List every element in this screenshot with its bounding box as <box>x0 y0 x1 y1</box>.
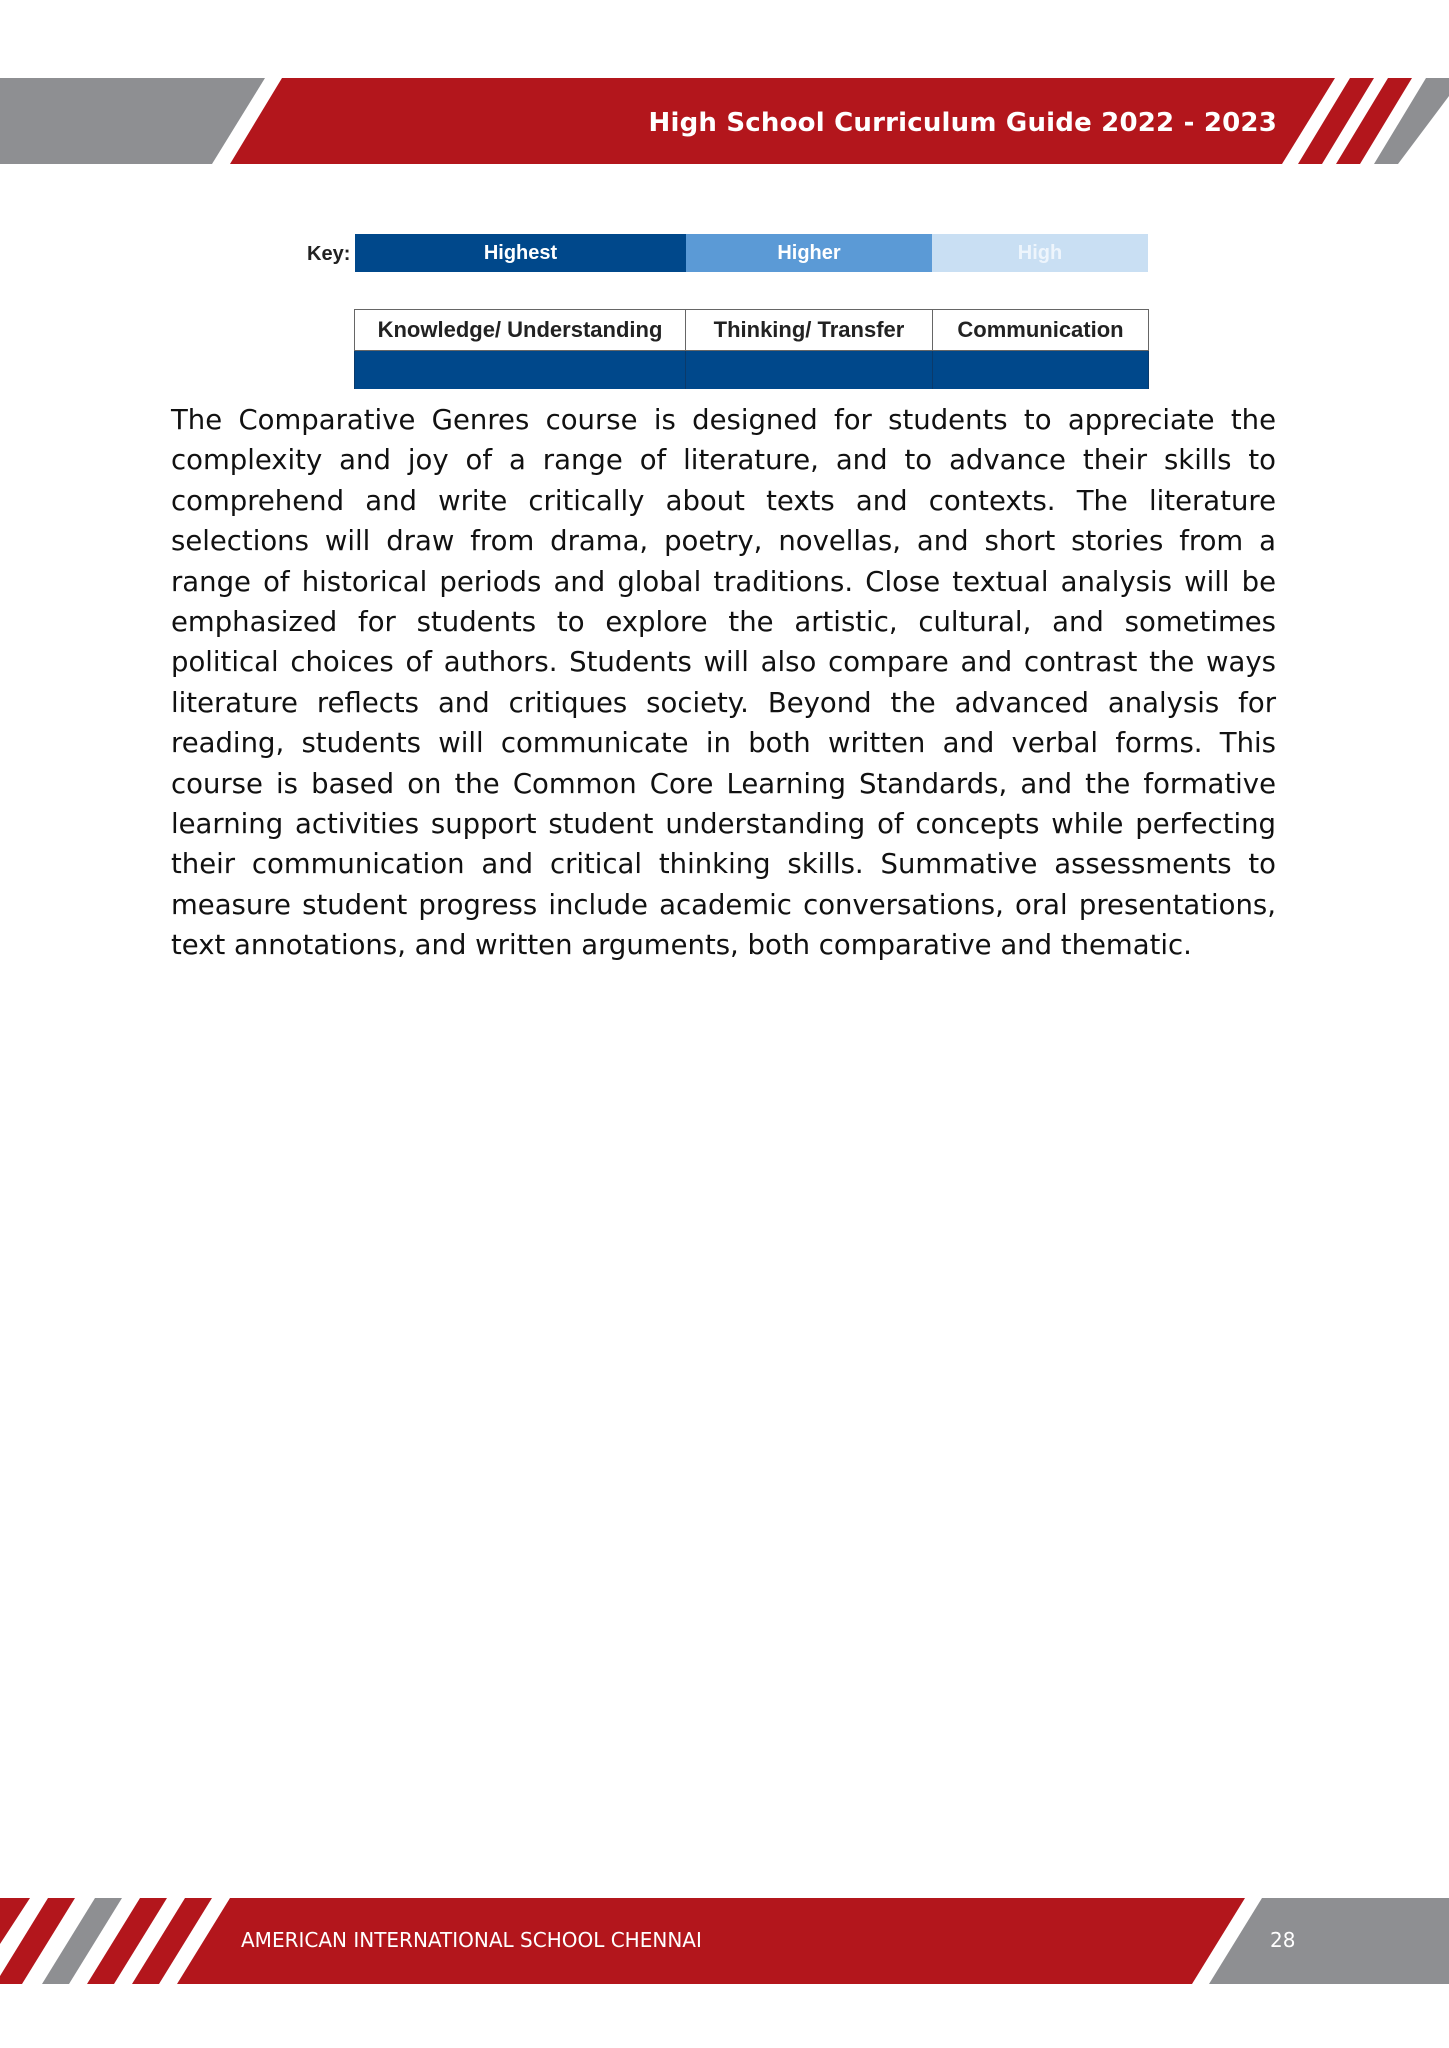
skills-table-header-row <box>355 310 1149 351</box>
footer-school-name: AMERICAN INTERNATIONAL SCHOOL CHENNAI <box>241 1928 702 1952</box>
footer-banner-graphic <box>0 1898 1449 1984</box>
skills-header-thinking: Thinking/ Transfer <box>686 310 933 351</box>
skills-level-thinking <box>686 351 933 390</box>
page-number: 28 <box>1270 1928 1296 1952</box>
course-description: The Comparative Genres course is designed for students to appreciate the complexity and joy of a range of literature, and to advance their skills to comprehend and write critically about texts and contexts. The literature selections will draw from drama, poetry, novellas, and short stories from a range of historical periods and global traditions. Close textual analysis will be emphasized for students to explore the artistic, cultural, and sometimes political choices of authors. Students will also compare and contrast the ways literature reflects and critiques society. Beyond the advanced analysis for reading, students will communicate in both written and verbal forms. This course is based on the Common Core Learning Standards, and the formative learning activities support student understanding of concepts while perfecting their communication and critical thinking skills. Summative assessments to measure student progress include academic conversations, oral presentations, text annotations, and written arguments, both comparative and thematic. <box>171 404 1276 962</box>
header-title: High School Curriculum Guide 2022 - 2023 <box>648 108 1277 138</box>
key-higher: Higher <box>686 234 932 272</box>
key-highest: Highest <box>355 234 686 272</box>
key-high: High <box>932 234 1148 272</box>
skills-header-communication: Communication <box>933 310 1149 351</box>
skills-header-knowledge: Knowledge/ Understanding <box>355 310 686 351</box>
key-legend <box>300 234 1200 274</box>
skills-level-row <box>355 351 1149 390</box>
key-label: Key: <box>307 243 351 265</box>
skills-level-knowledge <box>355 351 686 390</box>
skills-level-communication <box>933 351 1149 390</box>
footer-banner <box>0 1898 1449 1984</box>
header-banner <box>0 78 1449 164</box>
skills-table <box>354 309 1149 389</box>
